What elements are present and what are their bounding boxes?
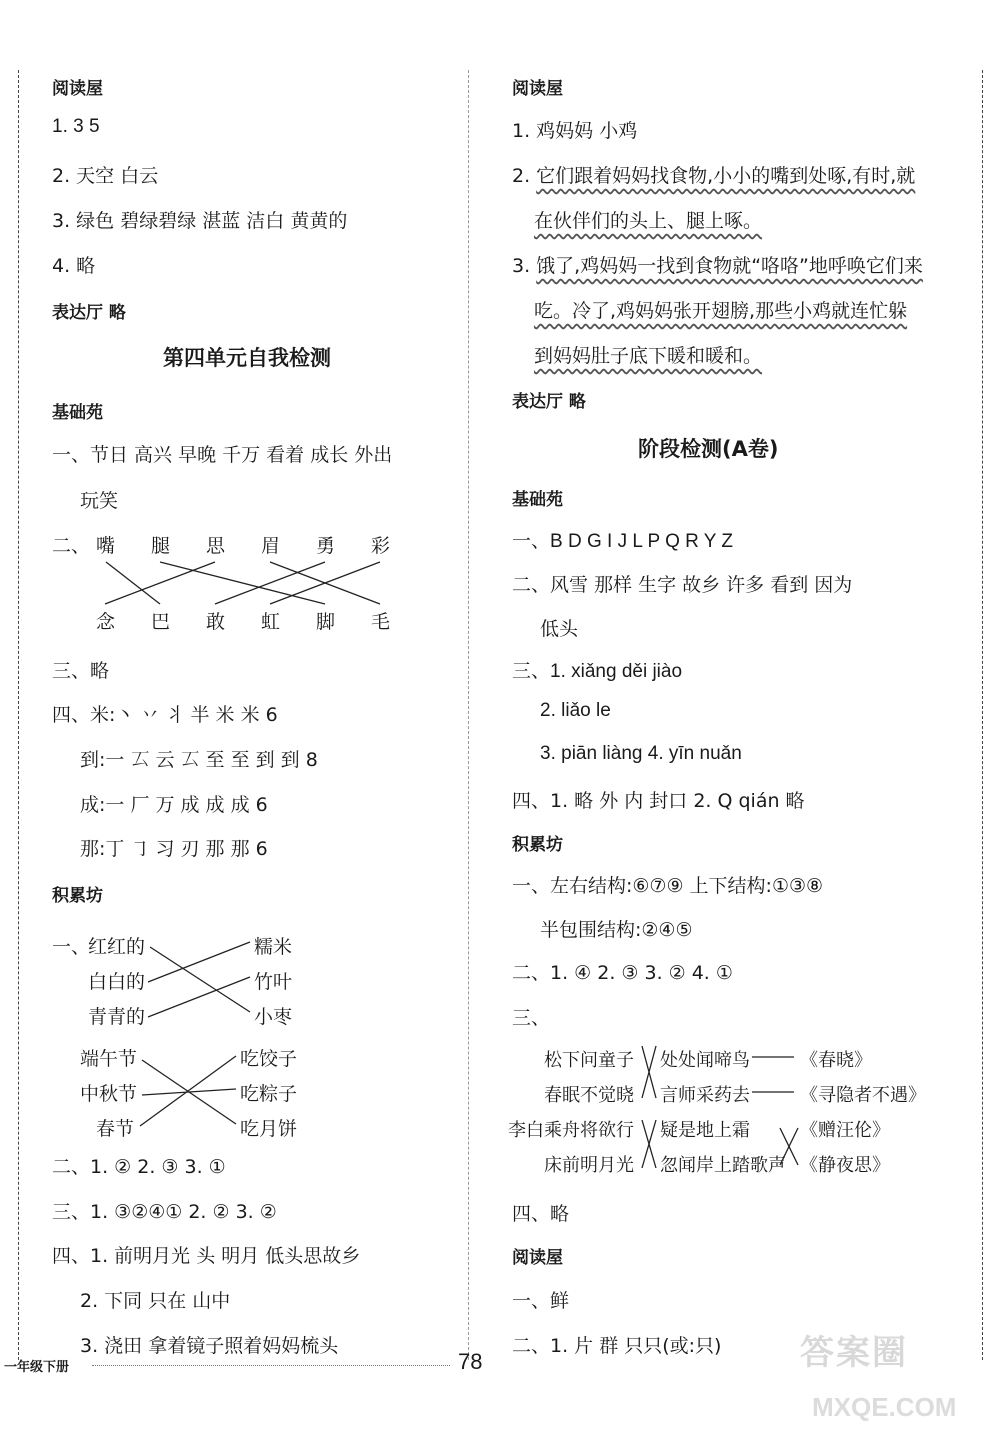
watermark-url: MXQE.COM (812, 1392, 957, 1422)
match-top-2: 思 (206, 535, 226, 557)
match2-left-0: 红红的 (88, 936, 146, 958)
answer-line: 一、左右结构:⑥⑦⑨ 上下结构:①③⑧ (512, 875, 824, 897)
match3-right-1: 吃粽子 (240, 1083, 298, 1105)
section-foundation: 基础苑 (52, 403, 103, 423)
poem-left-0: 松下问童子 (544, 1050, 634, 1071)
answer-line: 3. 绿色 碧绿碧绿 湛蓝 洁白 黄黄的 (52, 210, 348, 232)
poem-left-2: 李白乘舟将欲行 (508, 1120, 634, 1141)
section-expression-hall: 表达厅 略 (512, 392, 586, 412)
answer-line: 低头 (540, 618, 579, 640)
match3-left-0: 端午节 (80, 1048, 138, 1070)
match-top-0: 嘴 (96, 535, 116, 557)
match-prefix: 一、 (52, 936, 91, 958)
stroke-order-line: 那:丁 ㇆ 习 刃 那 那 6 (80, 838, 268, 860)
section-accumulation: 积累坊 (512, 835, 563, 855)
match2-right-1: 竹叶 (254, 971, 293, 993)
answer-line: 二、1. ④ 2. ③ 3. ② 4. ① (512, 962, 733, 984)
answer-line: 二、1. 片 群 只只(或:只) (512, 1335, 722, 1357)
match-bottom-1: 巴 (151, 611, 171, 633)
section-reading-house: 阅读屋 (52, 79, 103, 99)
match-top-5: 彩 (371, 535, 391, 557)
match3-left-1: 中秋节 (80, 1083, 138, 1105)
match2-right-2: 小枣 (254, 1006, 293, 1028)
pinyin-line: 3. piān liàng 4. yīn nuǎn (540, 743, 742, 764)
poem-title-2: 《赠汪伦》 (800, 1120, 890, 1141)
section-reading-house: 阅读屋 (512, 1248, 563, 1268)
match-top-4: 勇 (316, 535, 336, 557)
answer-line: 2. 天空 白云 (52, 165, 159, 187)
answer-line: 四、略 (512, 1203, 570, 1225)
answer-line: 二、1. ② 2. ③ 3. ① (52, 1156, 226, 1178)
underlined-answer: 在伙伴们的头上、腿上啄。 (534, 210, 763, 232)
poem-mid-2: 疑是地上霜 (660, 1120, 750, 1141)
answer-line: 2. 下同 只在 山中 (80, 1290, 231, 1312)
match-top-1: 腿 (151, 535, 171, 557)
match-prefix: 二、 (52, 535, 91, 557)
answer-number: 3. (512, 255, 537, 277)
answer-line: 一、鲜 (512, 1290, 570, 1312)
match-bottom-4: 脚 (316, 611, 336, 633)
match-bottom-3: 虹 (261, 611, 281, 633)
poem-title-1: 《寻隐者不遇》 (800, 1085, 926, 1106)
answer-number: 2. (512, 165, 537, 187)
answer-line: 4. 略 (52, 255, 96, 277)
grade-label: 一年级下册 (4, 1360, 70, 1375)
pinyin-line: 2. liǎo le (540, 700, 611, 721)
match2-left-2: 青青的 (88, 1006, 146, 1028)
match3-left-2: 春节 (96, 1118, 135, 1140)
answer-line: 三、 (512, 1007, 551, 1029)
poem-left-1: 春眠不觉晓 (544, 1085, 634, 1106)
poem-left-3: 床前明月光 (544, 1155, 634, 1176)
answer-line: 三、略 (52, 660, 110, 682)
section-accumulation: 积累坊 (52, 886, 103, 906)
match2-right-0: 糯米 (254, 936, 293, 958)
poem-mid-1: 言师采药去 (660, 1085, 750, 1106)
match2-left-1: 白白的 (88, 971, 146, 993)
watermark-logo: 答案圈 (800, 1333, 908, 1373)
page-number: 78 (458, 1349, 483, 1374)
match3-right-2: 吃月饼 (240, 1118, 298, 1140)
underlined-answer: 到妈妈肚子底下暖和暖和。 (534, 345, 763, 367)
stroke-order-line: 到:一 𠫔 云 𠫔 至 至 到 到 8 (80, 749, 318, 771)
poem-mid-0: 处处闻啼鸟 (660, 1050, 750, 1071)
poem-mid-3: 忽闻岸上踏歌声 (660, 1155, 786, 1176)
pinyin-line: 三、1. xiǎng děi jiào (512, 661, 683, 682)
underlined-answer: 它们跟着妈妈找食物,小小的嘴到处啄,有时,就 (536, 165, 916, 187)
unit-test-title: 第四单元自我检测 (163, 346, 331, 370)
section-foundation: 基础苑 (512, 490, 563, 510)
answer-line: 半包围结构:②④⑤ (540, 919, 693, 941)
answer-line: 四、1. 略 外 内 封口 2. Q qián 略 (512, 790, 805, 812)
match-bottom-2: 敢 (206, 611, 226, 633)
stage-test-title: 阶段检测(A卷) (638, 437, 779, 461)
stroke-order-line: 成:一 厂 万 成 成 成 6 (80, 794, 268, 816)
match3-right-0: 吃饺子 (240, 1048, 298, 1070)
answer-line: 1. 鸡妈妈 小鸡 (512, 120, 638, 142)
footer-rule (92, 1365, 450, 1366)
match-top-3: 眉 (261, 535, 281, 557)
poem-title-0: 《春晓》 (800, 1050, 872, 1071)
match-bottom-5: 毛 (371, 611, 391, 633)
section-expression-hall: 表达厅 略 (52, 303, 126, 323)
answer-line: 3. 浇田 拿着镜子照着妈妈梳头 (80, 1335, 339, 1357)
stroke-order-line: 四、米:丶 丷 丬 半 米 米 6 (52, 704, 278, 726)
answer-line: 二、风雪 那样 生字 故乡 许多 看到 因为 (512, 574, 853, 596)
underlined-answer: 饿了,鸡妈妈一找到食物就“咯咯”地呼唤它们来 (536, 255, 923, 277)
match-bottom-0: 念 (96, 611, 116, 633)
answer-line: 三、1. ③②④① 2. ② 3. ② (52, 1201, 277, 1223)
answer-line: 一、节日 高兴 早晚 千万 看着 成长 外出 (52, 444, 393, 466)
answer-line: 1. 3 5 (52, 116, 100, 137)
underlined-answer: 吃。冷了,鸡妈妈张开翅膀,那些小鸡就连忙躲 (534, 300, 908, 322)
poem-title-3: 《静夜思》 (800, 1155, 890, 1176)
answer-line: 玩笑 (80, 490, 119, 512)
answer-line: 四、1. 前明月光 头 明月 低头思故乡 (52, 1245, 361, 1267)
section-reading-house: 阅读屋 (512, 79, 563, 99)
answer-line: 一、B D G I J L P Q R Y Z (512, 531, 734, 552)
